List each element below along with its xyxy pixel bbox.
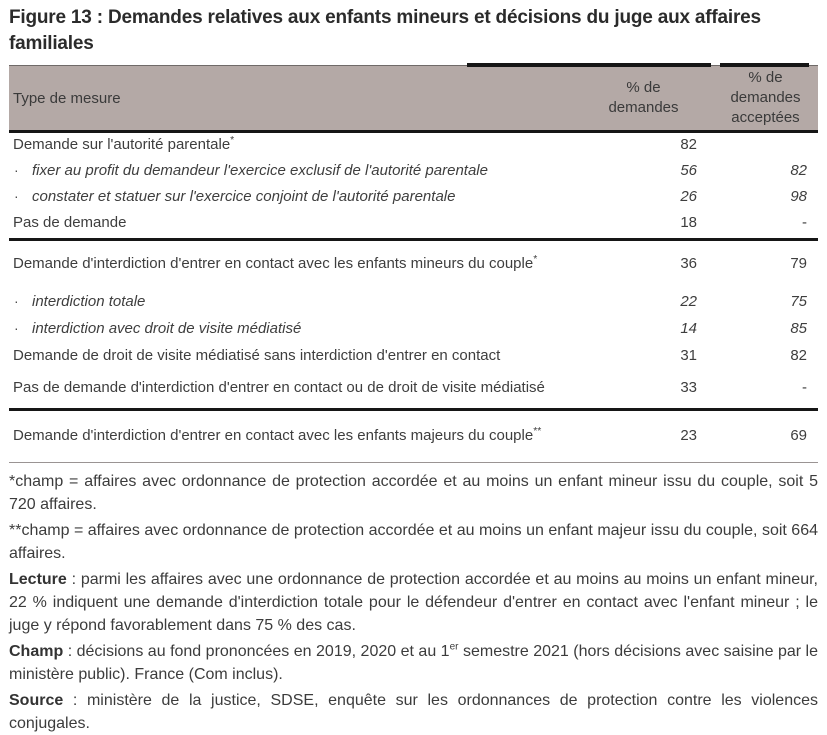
pct-demandes-cell: 18 xyxy=(574,210,713,240)
footnote-marker: * xyxy=(230,134,235,146)
measure-label-cell: · constater et statuer sur l'exercice conjoint de l'autorité parentale xyxy=(9,184,574,210)
pct-demandes-cell: 36 xyxy=(680,255,697,272)
note-lecture-label: Lecture xyxy=(9,571,67,588)
table-row xyxy=(9,369,818,410)
measures-table-wrap xyxy=(9,65,818,463)
bullet-marker: · xyxy=(14,293,19,309)
pct-acceptees-cell: 75 xyxy=(790,292,807,310)
table-top-border-segment xyxy=(467,63,711,67)
pct-acceptees-cell: - xyxy=(713,210,818,240)
table-row xyxy=(9,132,818,159)
measure-label-cell: · fixer au profit du demandeur l'exercice exclusif de l'autorité parentale xyxy=(9,158,574,184)
note-champ: Champ : décisions au fond prononcées en 2019, 2020 et au 1er semestre 2021 (hors décisions avec saisine par le ministère public). France (Com inclus). xyxy=(9,641,818,683)
note-champ-label: Champ xyxy=(9,643,64,660)
table-row xyxy=(9,410,818,463)
table-row xyxy=(9,184,818,210)
measure-label-cell: · interdiction avec droit de visite médiatisé xyxy=(9,316,574,342)
note-lecture: Lecture : parmi les affaires avec une ordonnance de protection accordée et au moins au moins un enfant mineur, 22 % indiquent une demande d'interdiction totale pour le défendeur d'entrer en contact avec l'enfant mineur ; le juge y répond favorablement dans 75 % des cas. xyxy=(9,571,818,634)
header-pct-demandes: % de demandes xyxy=(574,66,713,132)
footnote-marker: ** xyxy=(533,425,542,437)
pct-demandes-cell: 14 xyxy=(680,319,697,337)
pct-demandes-cell: 31 xyxy=(680,347,697,364)
pct-acceptees-cell: 69 xyxy=(790,427,807,444)
pct-acceptees-cell: 85 xyxy=(790,319,807,337)
pct-acceptees-cell xyxy=(713,132,818,159)
measure-label-cell: Demande sur l'autorité parentale* xyxy=(13,134,235,153)
pct-demandes-cell: 26 xyxy=(680,187,697,205)
measure-label-cell: · interdiction totale xyxy=(9,281,574,316)
footnote-champ-mineur: *champ = affaires avec ordonnance de protection accordée et au moins un enfant mineur issu du couple, soit 5 720 affaires. xyxy=(9,473,818,513)
table-row xyxy=(9,240,818,282)
table-row xyxy=(9,342,818,369)
note-source: Source : ministère de la justice, SDSE, enquête sur les ordonnances de protection contre les violences conjugales. xyxy=(9,692,818,732)
table-row xyxy=(9,316,818,342)
table-row xyxy=(9,281,818,316)
measure-label-cell: Demande de droit de visite médiatisé sans interdiction d'entrer en contact xyxy=(13,347,501,364)
ordinal-superscript: er xyxy=(449,641,459,653)
pct-acceptees-cell: 82 xyxy=(790,347,807,364)
figure-title: Figure 13 : Demandes relatives aux enfants mineurs et décisions du juge aux affaires familiales xyxy=(9,7,761,54)
table-row xyxy=(9,210,818,240)
table-top-border-segment xyxy=(720,63,809,67)
header-pct-acceptees: % de demandes acceptées xyxy=(713,66,818,132)
measure-label-cell: Demande d'interdiction d'entrer en contact avec les enfants majeurs du couple** xyxy=(13,425,542,444)
footnotes xyxy=(9,470,818,735)
pct-demandes-cell: 82 xyxy=(680,136,697,153)
bullet-marker: · xyxy=(14,188,19,204)
pct-demandes-cell: 56 xyxy=(680,161,697,179)
measure-label-cell: Pas de demande d'interdiction d'entrer en contact ou de droit de visite médiatisé xyxy=(9,369,574,410)
pct-demandes-cell: 33 xyxy=(574,369,713,410)
bullet-marker: · xyxy=(14,162,19,178)
measure-label-cell: Pas de demande xyxy=(9,210,574,240)
header-type-de-mesure: Type de mesure xyxy=(9,66,574,132)
pct-demandes-cell: 22 xyxy=(680,292,697,310)
pct-acceptees-cell: 82 xyxy=(790,161,807,179)
pct-demandes-cell: 23 xyxy=(680,427,697,444)
header-row xyxy=(9,66,818,132)
pct-acceptees-cell: 79 xyxy=(790,255,807,272)
pct-acceptees-cell: 98 xyxy=(790,187,807,205)
table-row xyxy=(9,158,818,184)
pct-acceptees-cell: - xyxy=(713,369,818,410)
measure-label-cell: Demande d'interdiction d'entrer en contact avec les enfants mineurs du couple* xyxy=(13,253,538,272)
bullet-marker: · xyxy=(14,320,19,336)
footnote-champ-majeur: **champ = affaires avec ordonnance de protection accordée et au moins un enfant majeur issu du couple, soit 664 affaires. xyxy=(9,522,818,562)
measures-table xyxy=(9,65,818,463)
footnote-marker: * xyxy=(533,253,538,265)
note-source-label: Source xyxy=(9,692,64,709)
